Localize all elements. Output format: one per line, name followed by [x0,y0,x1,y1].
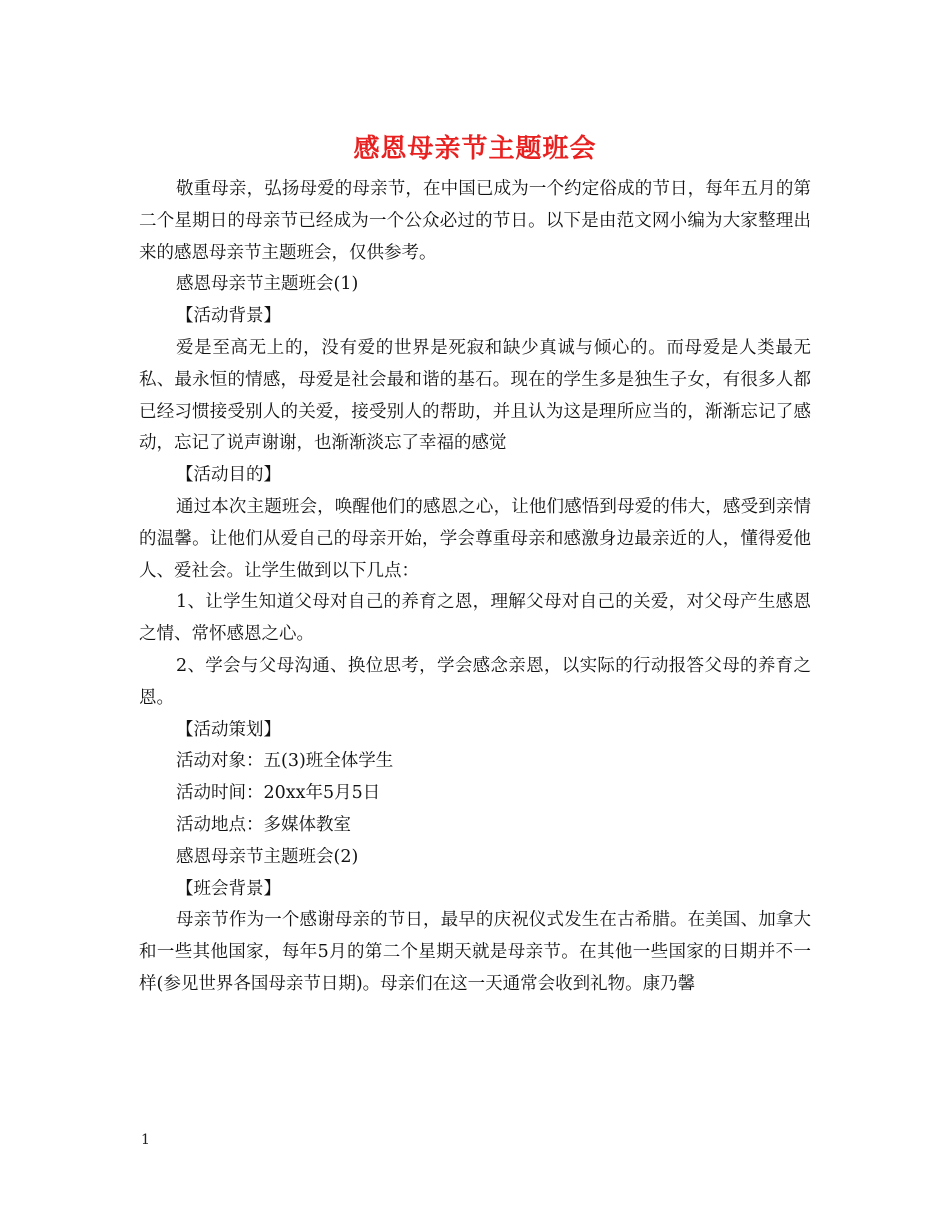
activity-purpose-paragraph: 通过本次主题班会，唤醒他们的感恩之心，让他们感悟到母爱的伟大，感受到亲情的温馨。让他们从爱自己的母亲开始，学会尊重母亲和感激身边最亲近的人，懂得爱他人、爱社会。让学生做到以下几点： [139,496,811,581]
activity-plan-heading: 【活动策划】 [176,719,281,740]
page-number: 1 [141,1132,150,1148]
purpose-item-1: 1、让学生知道父母对自己的养育之恩，理解父母对自己的关爱，对父母产生感恩之情、常怀感恩之心。 [139,592,811,645]
activity-background-paragraph: 爱是至高无上的，没有爱的世界是死寂和缺少真诚与倾心的。而母爱是人类最无私、最永恒的情感，母爱是社会最和谐的基石。现在的学生多是独生子女，有很多人都已经习惯接受别人的关爱，接受别人的帮助，并且认为这是理所应当的，渐渐忘记了感动，忘记了说声谢谢，也渐渐淡忘了幸福的感觉 [139,337,811,454]
activity-purpose-heading: 【活动目的】 [176,465,281,486]
intro-paragraph: 敬重母亲，弘扬母爱的母亲节，在中国已成为一个约定俗成的节日，每年五月的第二个星期日的母亲节已经成为一个公众必过的节日。以下是由范文网小编为大家整理出来的感恩母亲节主题班会，仅供参考。 [139,179,811,263]
activity-target: 活动对象：五(3)班全体学生 [176,751,394,772]
document-title: 感恩母亲节主题班会 [353,134,597,164]
purpose-item-2: 2、学会与父母沟通、换位思考，学会感念亲恩，以实际的行动报答父母的养育之恩。 [139,655,811,708]
class-background-paragraph: 母亲节作为一个感谢母亲的节日，最早的庆祝仪式发生在古希腊。在美国、加拿大和一些其他国家，每年5月的第二个星期天就是母亲节。在其他一些国家的日期并不一样(参见世界各国母亲节日期)。母亲们在这一天通常会收到礼物。康乃馨 [139,910,811,994]
class-background-heading: 【班会背景】 [176,878,281,899]
activity-time: 活动时间：20xx年5月5日 [176,783,381,804]
section-heading-2: 感恩母亲节主题班会(2) [176,846,359,867]
document-body [139,174,811,1001]
activity-location: 活动地点：多媒体教室 [176,814,351,835]
activity-background-heading: 【活动背景】 [176,306,281,327]
section-heading-1: 感恩母亲节主题班会(1) [176,274,359,295]
